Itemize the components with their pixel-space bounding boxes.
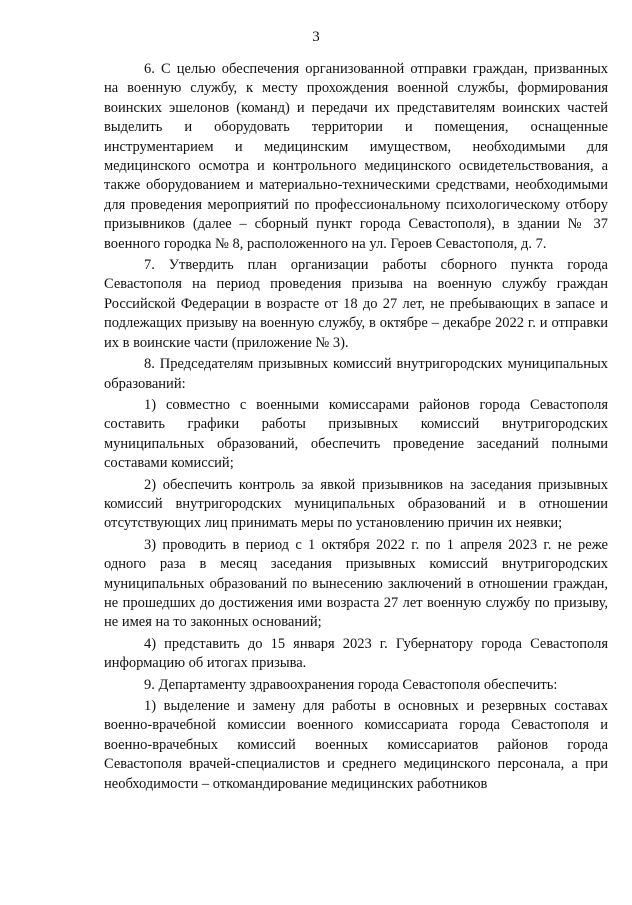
page-number: 3 [312,29,320,45]
paragraph-6: 6. С целью обеспечения организованной отправки граждан, призванных на военную службу, к месту прохождения военной службы, формирования воинских эшелонов (команд) и передачи их представителям воинских частей выделить и оборудовать территории и помещения, оснащенные инструментарием и медицинским имуществом, необходимыми для медицинского осмотра и контрольного медицинского освидетельствования, а также оборудованием и материально-техническими средствами, необходимыми для проведения мероприятий по профессиональному психологическому отбору призывников (далее – сборный пункт города Севастополя), в здании № 37 военного городка № 8, расположенного на ул. Героев Севастополя, д. 7. [104,61,608,252]
paragraph-9: 9. Департаменту здравоохранения города Севастополя обеспечить: [144,676,558,693]
paragraph-8-item-2: 2) обеспечить контроль за явкой призывников на заседания призывных комиссий внутригородских муниципальных образований и в отношении отсутствующих лиц принимать меры по установлению причин их неявки; [104,476,608,532]
document-body [104,60,608,794]
paragraph-8-item-3: 3) проводить в период с 1 октября 2022 г. по 1 апреля 2023 г. не реже одного раза в месяц заседания призывных комиссий внутригородских муниципальных образований по вынесению заключений в отношении граждан, не прошедших до достижения ими возраста 27 лет военную службу по призыву, не имея на то законных оснований; [104,536,608,631]
paragraph-8-item-4: 4) представить до 15 января 2023 г. Губернатору города Севастополя информацию об итогах призыва. [104,635,608,672]
paragraph-8: 8. Председателям призывных комиссий внутригородских муниципальных образований: [104,356,608,392]
paragraph-9-item-1: 1) выделение и замену для работы в основных и резервных составах военно-врачебной комиссии военного комиссариата города Севастополя и военно-врачебных комиссий военных комиссариатов районов города Севастополя врачей-специалистов и среднего медицинского персонала, а при необходимости – откомандирование медицинских работников [104,698,608,792]
paragraph-8-item-1: 1) совместно с военными комиссарами районов города Севастополя составить графики работы призывных комиссий внутригородских муниципальных образований, обеспечить проведение заседаний полными составами комиссий; [104,396,608,472]
paragraph-7: 7. Утвердить план организации работы сборного пункта города Севастополя на период проведения призыва на военную службу граждан Российской Федерации в возрасте от 18 до 27 лет, не пребывающих в запасе и подлежащих призыву на военную службу, в октябре – декабре 2022 г. и отправки их в воинские части (приложение № 3). [104,257,608,351]
